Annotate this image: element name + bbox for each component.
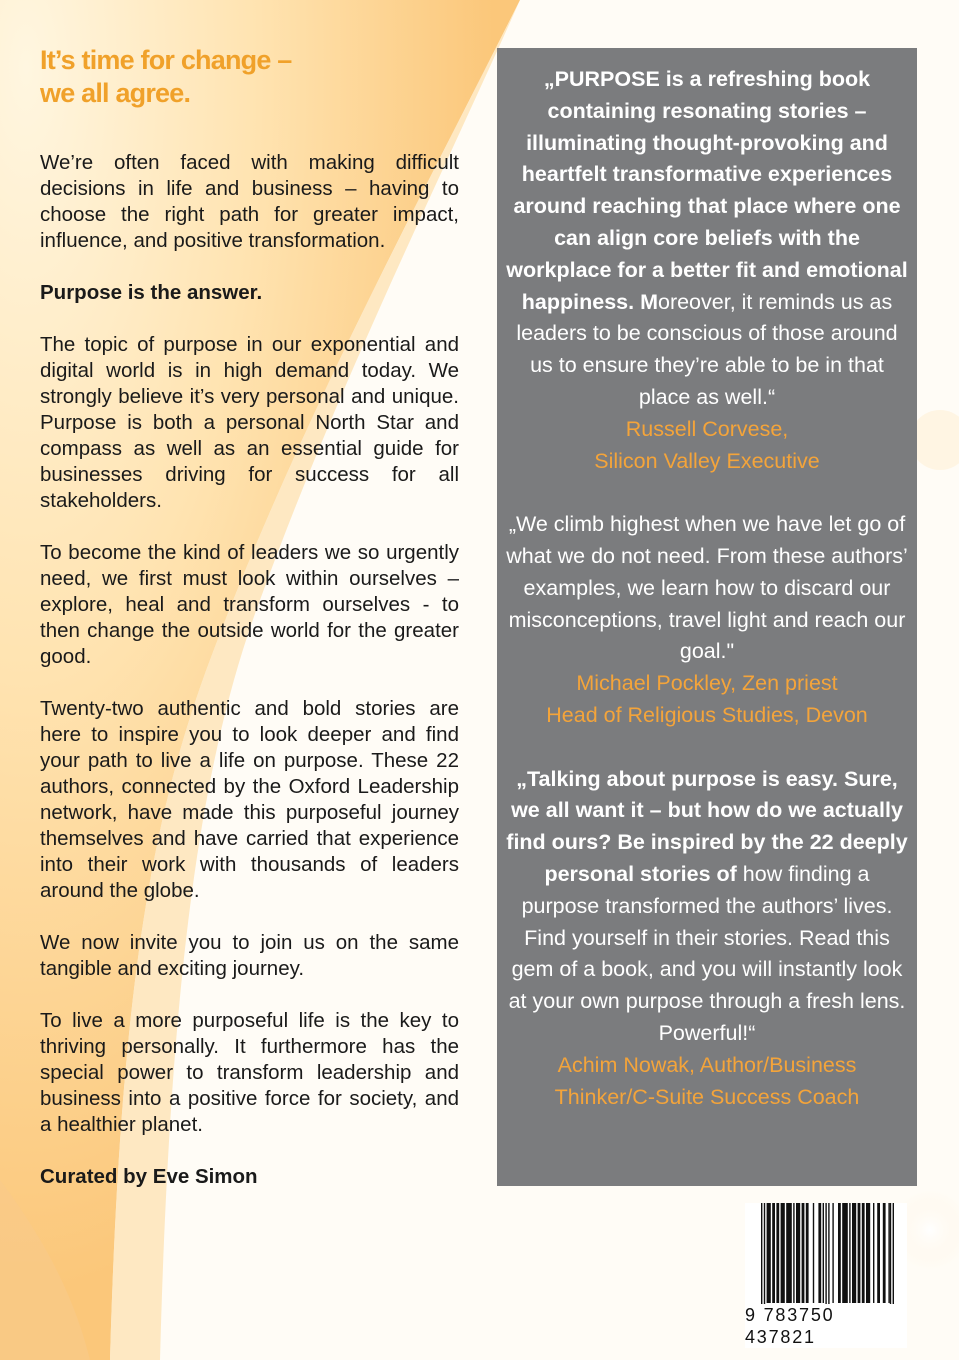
testimonial-attribution <box>503 668 911 732</box>
testimonial <box>503 64 911 477</box>
back-cover-text <box>40 44 459 1216</box>
testimonial-attribution <box>503 414 911 478</box>
barcode-bar <box>823 1203 824 1303</box>
headline <box>40 44 459 110</box>
barcode-bar <box>890 1203 891 1315</box>
testimonial <box>503 764 911 1114</box>
barcode-bar <box>828 1203 829 1315</box>
testimonial-attribution <box>503 1050 911 1114</box>
barcode-bar <box>813 1203 814 1303</box>
barcode-bar <box>776 1203 779 1303</box>
barcode-bar <box>852 1203 856 1303</box>
barcode-bar <box>866 1203 870 1303</box>
stories-paragraph: Twenty-two authentic and bold stories are here to inspire you to look deeper and find your path to live a life on purpose. These 22 authors, connected by the Oxford Leadership network, have made this purposeful journey themselves and have carried that experience into their work with thousands of leaders around the globe. <box>40 697 459 902</box>
topic-paragraph: The topic of purpose in our exponential and digital world is in high demand today. We strongly believe it’s very personal and unique. Purpose is both a personal North Star and compass as well as an essential guide for businesses driving for success for all stakeholders. <box>40 333 459 512</box>
barcode-bar <box>793 1203 794 1303</box>
testimonials-panel <box>497 48 917 1186</box>
barcode-bar <box>883 1203 886 1303</box>
attribution-role: Head of Religious Studies, Devon <box>546 702 868 727</box>
barcode-bar <box>806 1203 809 1303</box>
testimonial-text: how finding a purpose transformed the authors’ lives. Find yourself in their stories. Read this gem of a book, and you will instantly look at your own purpose through a fresh lens. Powerful!“ <box>508 861 906 1045</box>
purpose-answer: Purpose is the answer. <box>40 281 263 304</box>
testimonial-text: „We climb highest when we have let go of what we do not need. From these authors’ examples, we learn how to discard our misconceptions, travel light and reach our goal." <box>506 512 908 664</box>
barcode-bar <box>764 1203 765 1315</box>
attribution-name: Michael Pockley, Zen priest <box>576 671 838 696</box>
barcode-bar <box>825 1203 826 1315</box>
invite-paragraph: We now invite you to join us on the same tangible and exciting journey. <box>40 931 459 980</box>
barcode-bar <box>796 1203 800 1303</box>
barcode-bar <box>818 1203 821 1303</box>
barcode-bar <box>838 1203 841 1303</box>
headline-line-2: we all agree. <box>40 78 191 108</box>
testimonial-bold-text: „Talking about purpose is easy. Sure, we all want it – but how do we actually find ours? Be inspired by the 22 deeply personal stories of <box>506 766 908 886</box>
barcode-bar <box>842 1203 848 1303</box>
barcode-bar <box>888 1203 889 1303</box>
barcode-bar <box>786 1203 792 1303</box>
barcode-bar <box>858 1203 861 1303</box>
isbn-digits: 9 783750 437821 <box>745 1304 907 1348</box>
testimonial-text: oreover, it reminds us as leaders to be conscious of those around us to ensure they’re able to be in that place as well.“ <box>516 289 898 409</box>
headline-line-1: It’s time for change – <box>40 45 292 75</box>
barcode-bar <box>877 1203 880 1303</box>
testimonial <box>503 509 911 732</box>
leaders-paragraph: To become the kind of leaders we so urgently need, we first must look within ourselves – explore, heal and transform ourselves - to then change the outside world for the greater good. <box>40 541 459 668</box>
barcode-bar <box>772 1203 775 1303</box>
barcode-bar <box>862 1203 865 1303</box>
barcode-bar <box>893 1203 894 1315</box>
barcode-bar <box>832 1203 833 1303</box>
testimonial-bold-text: „PURPOSE is a refreshing book containing resonating stories – illuminating thought-provoking and heartfelt transformative experiences around reaching that place where one can align core beliefs with the workplace for a better fit and emotional happiness. M <box>506 67 908 314</box>
barcode-bar <box>873 1203 874 1303</box>
barcode-bar <box>767 1203 771 1303</box>
barcode-bar <box>761 1203 762 1315</box>
attribution-name: Achim Nowak, Author/Business <box>557 1052 857 1077</box>
attribution-role: Silicon Valley Executive <box>594 448 820 473</box>
intro-paragraph: We’re often faced with making difficult decisions in life and business – having to choose the right path for greater impact, influence, and positive transformation. <box>40 151 459 252</box>
attribution-role: Thinker/C-Suite Success Coach <box>554 1084 860 1109</box>
barcode-bar <box>849 1203 850 1303</box>
purposeful-life-paragraph: To live a more purposeful life is the key to thriving personally. It furthermore has the special power to transform leadership and business into a positive force for society, and a healthier planet. <box>40 1009 459 1136</box>
curator-credit: Curated by Eve Simon <box>40 1165 258 1188</box>
attribution-name: Russell Corvese, <box>625 416 789 441</box>
barcode-bar <box>802 1203 805 1303</box>
barcode-bar <box>781 1203 785 1303</box>
